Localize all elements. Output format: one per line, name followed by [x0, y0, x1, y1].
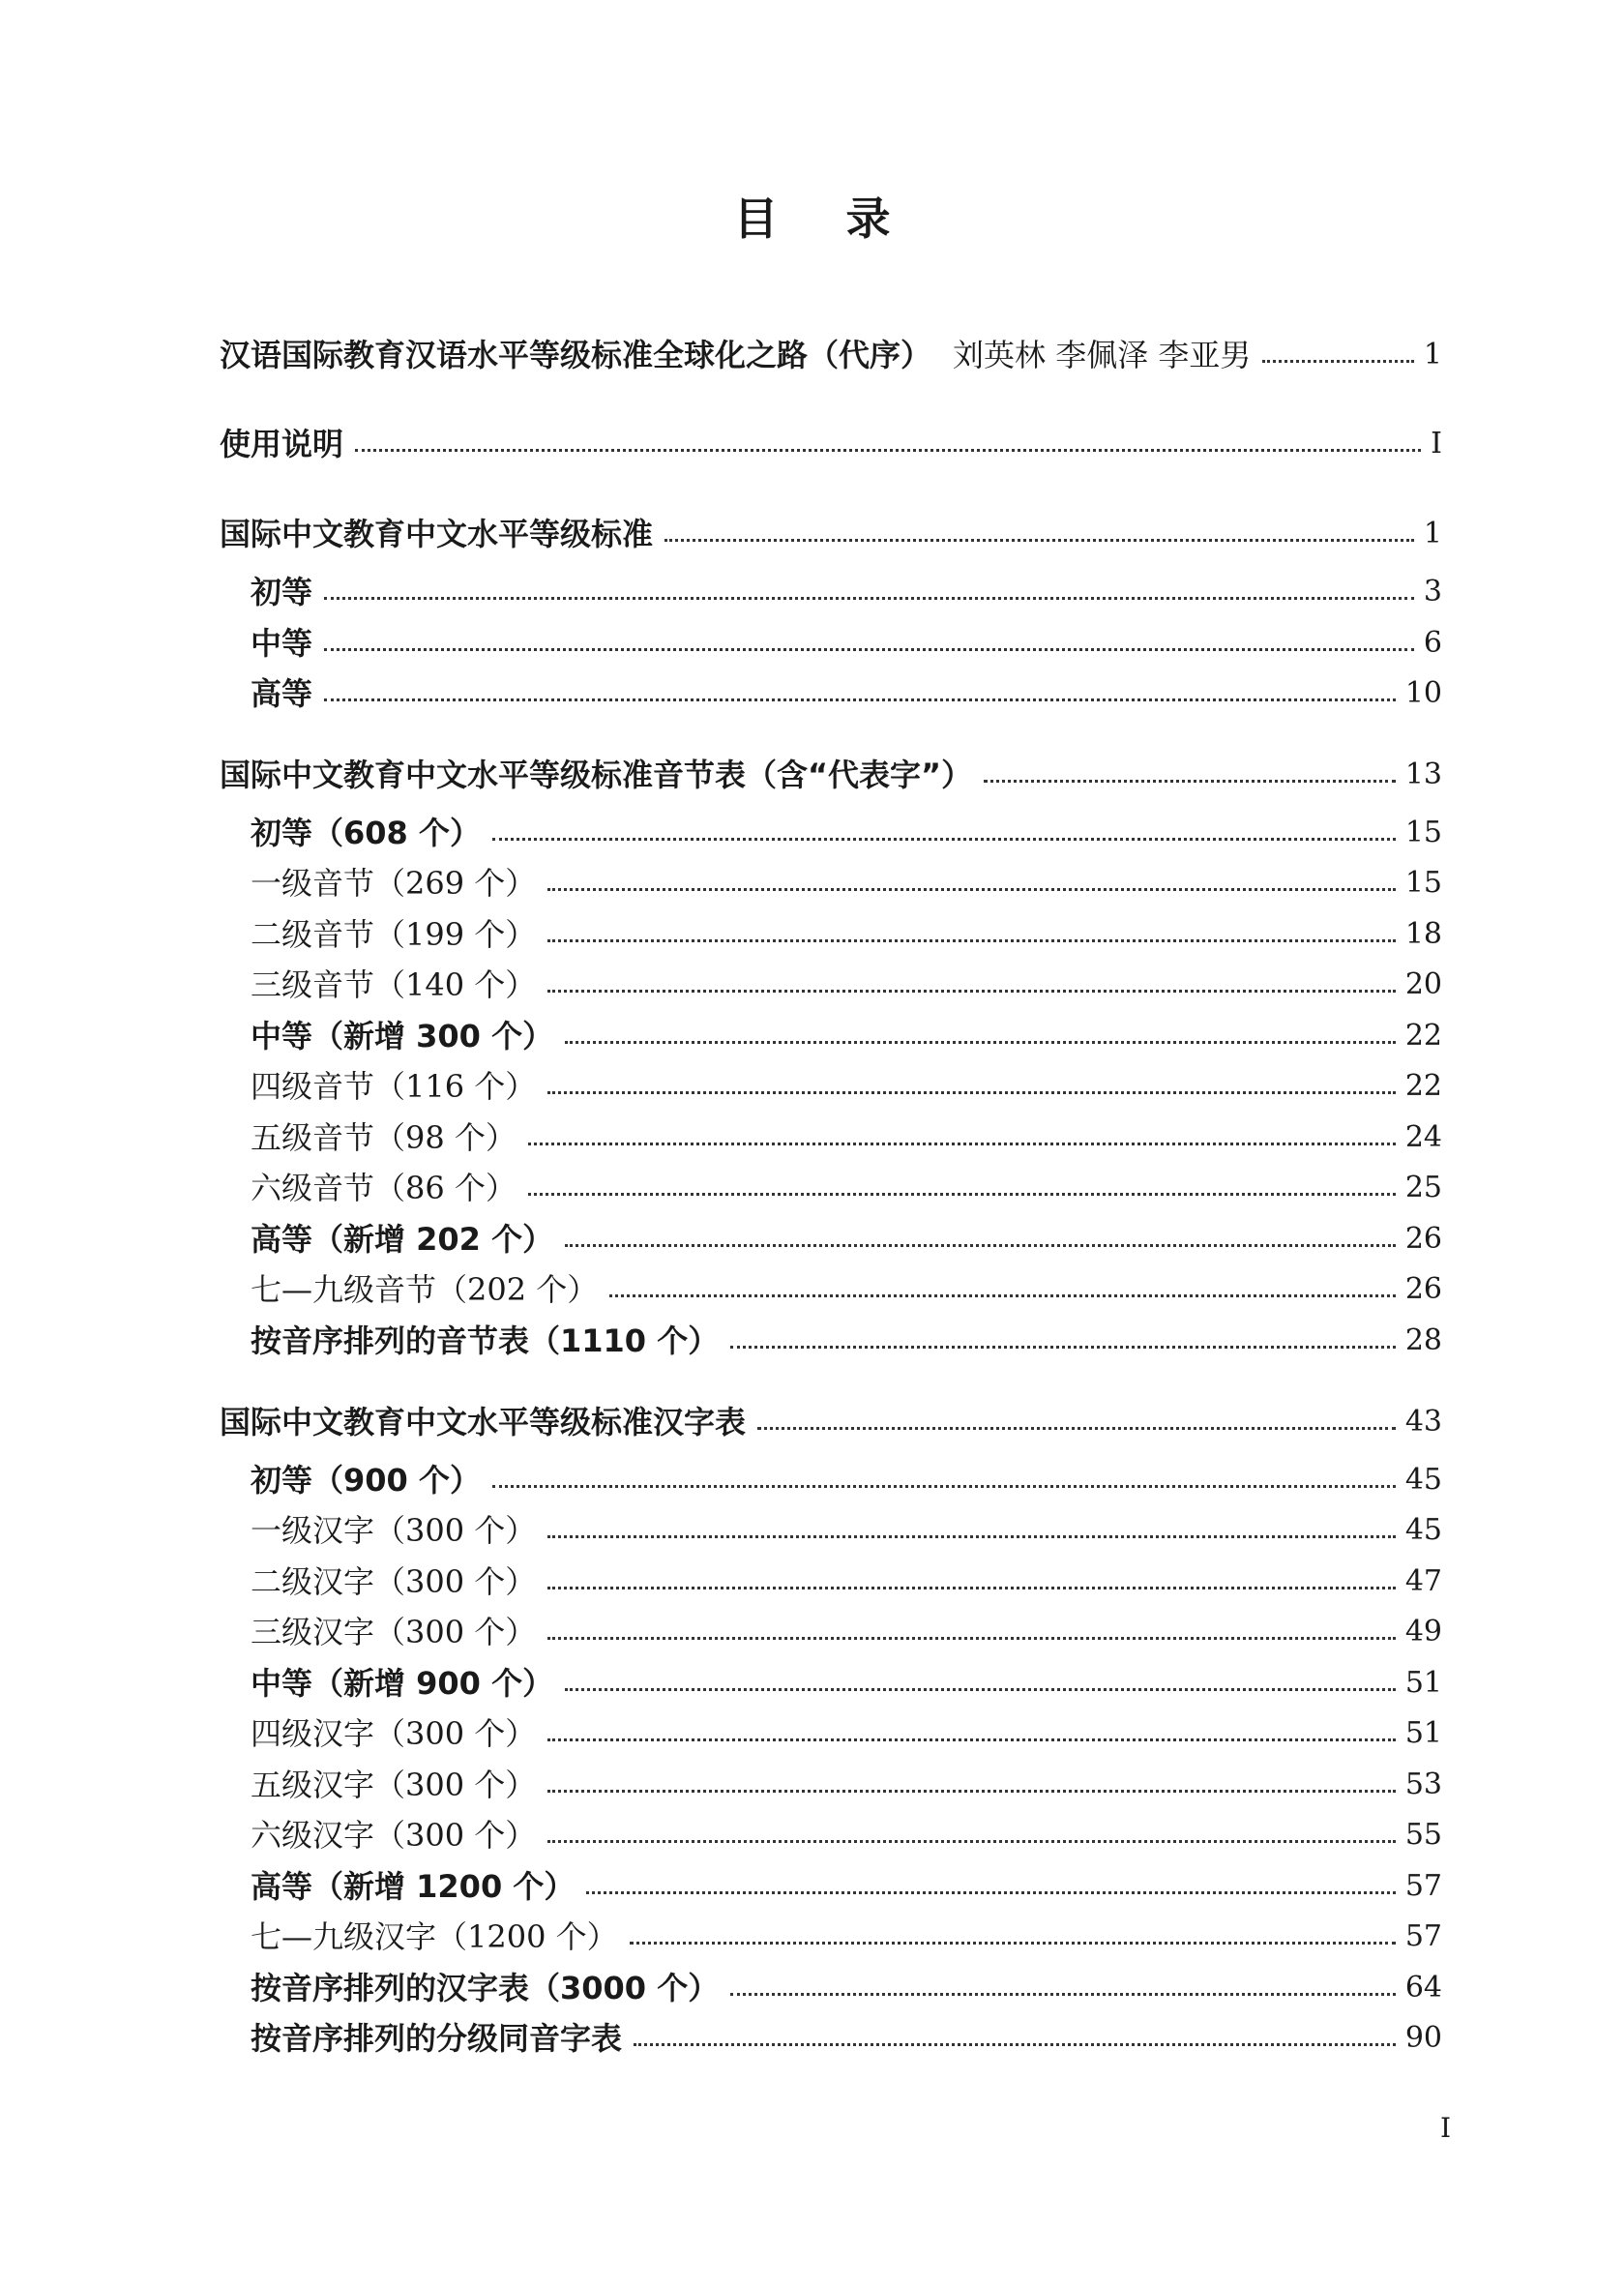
dot-leader [547, 1790, 1396, 1793]
toc-entry[interactable] [220, 1399, 1442, 1445]
toc-entry-title: 七—九级汉字（1200 个） [251, 1918, 618, 1955]
toc-entry-title: 六级汉字（300 个） [251, 1817, 537, 1854]
toc-entry-page-number: 55 [1404, 1818, 1442, 1852]
toc-entry[interactable] [251, 1318, 1442, 1364]
toc-entry[interactable] [251, 2015, 1442, 2062]
dot-leader [324, 698, 1396, 701]
toc-entry-title: 国际中文教育中文水平等级标准音节表（含“代表字”） [220, 757, 973, 793]
page-title [0, 190, 1624, 248]
toc-entry[interactable] [220, 421, 1442, 467]
toc-entry-title: 四级音节（116 个） [251, 1068, 537, 1105]
dot-leader [355, 449, 1421, 452]
toc-entry-page-number: 22 [1404, 1019, 1442, 1053]
toc-entry-page-number: 24 [1404, 1120, 1442, 1154]
toc-entry[interactable] [251, 1165, 1442, 1211]
toc-entry-title: 二级汉字（300 个） [251, 1563, 537, 1600]
toc-entry-page-number: 18 [1404, 917, 1442, 951]
toc-entry-title: 六级音节（86 个） [251, 1170, 517, 1206]
toc-entry-page-number: 15 [1404, 816, 1442, 849]
toc-entry-page-number: 26 [1404, 1272, 1442, 1306]
toc-entry-title: 一级汉字（300 个） [251, 1512, 537, 1549]
toc-entry-page-number: 57 [1404, 1869, 1442, 1903]
toc-entry-page-number: I [1431, 427, 1442, 460]
toc-entry-title: 三级汉字（300 个） [251, 1614, 537, 1650]
toc-entry-page-number: 51 [1404, 1716, 1442, 1750]
dot-leader [730, 1346, 1396, 1349]
toc-entry[interactable] [251, 1013, 1442, 1059]
toc-entry-title: 五级音节（98 个） [251, 1119, 517, 1156]
dot-leader [630, 1942, 1396, 1945]
dot-leader [547, 1840, 1396, 1843]
toc-entry[interactable] [251, 1266, 1442, 1313]
toc-entry[interactable] [251, 1762, 1442, 1808]
dot-leader [984, 780, 1396, 783]
toc-entry[interactable] [251, 1559, 1442, 1605]
toc-entry-page-number: 6 [1423, 626, 1442, 660]
toc-entry-title: 高等（新增 202 个） [251, 1221, 554, 1258]
toc-entry-page-number: 13 [1404, 757, 1442, 791]
toc-entry-title: 中等（新增 300 个） [251, 1018, 554, 1054]
toc-entry-page-number: 90 [1404, 2021, 1442, 2055]
dot-leader [664, 539, 1414, 542]
dot-leader [547, 1535, 1396, 1538]
title-char-2: 录 [845, 193, 891, 245]
toc-entry-title: 中等 [251, 625, 313, 662]
page-number: I [1439, 2112, 1451, 2144]
toc-entry[interactable] [251, 620, 1442, 667]
toc-entry-page-number: 45 [1404, 1463, 1442, 1497]
dot-leader [547, 939, 1396, 942]
toc-entry-page-number: 53 [1404, 1767, 1442, 1801]
toc-entry[interactable] [251, 1710, 1442, 1757]
title-char-1: 目 [733, 193, 779, 245]
dot-leader [547, 1587, 1396, 1589]
dot-leader [492, 1485, 1396, 1488]
toc-entry-title: 国际中文教育中文水平等级标准 [220, 516, 654, 552]
dot-leader [547, 1738, 1396, 1741]
toc-entry-page-number: 20 [1404, 967, 1442, 1001]
toc-entry-page-number: 10 [1404, 676, 1442, 710]
toc-entry-title: 一级音节（269 个） [251, 865, 537, 902]
toc-entry-page-number: 45 [1404, 1513, 1442, 1547]
dot-leader [730, 1993, 1396, 1996]
toc-entry[interactable] [251, 1216, 1442, 1262]
toc-entry-title: 按音序排列的音节表（1110 个） [251, 1322, 720, 1359]
dot-leader [547, 1637, 1396, 1640]
toc-entry[interactable] [251, 962, 1442, 1008]
toc-entry-title: 按音序排列的汉字表（3000 个） [251, 1970, 720, 2006]
toc-entry-title: 七—九级音节（202 个） [251, 1271, 599, 1308]
toc-entry-page-number: 49 [1404, 1615, 1442, 1648]
dot-leader [547, 990, 1396, 993]
toc-entry-page-number: 26 [1404, 1222, 1442, 1256]
dot-leader [324, 648, 1414, 651]
dot-leader [586, 1891, 1395, 1894]
toc-entry-title: 五级汉字（300 个） [251, 1767, 537, 1803]
dot-leader [324, 597, 1414, 600]
dot-leader [547, 888, 1396, 891]
toc-entry-page-number: 57 [1404, 1919, 1442, 1953]
toc-entry[interactable] [251, 1863, 1442, 1910]
toc-entry-title: 按音序排列的分级同音字表 [251, 2020, 623, 2057]
toc-entry[interactable] [251, 1457, 1442, 1503]
toc-entry-title: 初等 [251, 574, 313, 610]
toc-entry[interactable] [251, 1507, 1442, 1554]
dot-leader [547, 1091, 1396, 1094]
dot-leader [609, 1294, 1396, 1297]
dot-leader [565, 1244, 1396, 1247]
toc-entry[interactable] [251, 911, 1442, 958]
toc-entry-page-number: 1 [1423, 517, 1442, 550]
toc-entry-title: 二级音节（199 个） [251, 916, 537, 953]
toc-entry[interactable] [251, 1063, 1442, 1110]
toc-entry-title: 高等 [251, 675, 313, 712]
dot-leader [492, 838, 1396, 841]
dot-leader [565, 1041, 1396, 1044]
toc-entry[interactable] [220, 752, 1442, 798]
toc-entry-title: 汉语国际教育汉语水平等级标准全球化之路（代序） [220, 337, 932, 373]
dot-leader [528, 1143, 1396, 1145]
toc-entry-page-number: 64 [1404, 1971, 1442, 2005]
toc-entry-title: 国际中文教育中文水平等级标准汉字表 [220, 1404, 747, 1441]
toc-entry[interactable] [251, 1965, 1442, 2011]
toc-entry-title: 初等（900 个） [251, 1462, 481, 1499]
toc-entry[interactable] [251, 1660, 1442, 1707]
toc-entry-title: 初等（608 个） [251, 815, 481, 851]
toc-entry-page-number: 43 [1404, 1405, 1442, 1439]
dot-leader [565, 1688, 1396, 1691]
toc-entry-page-number: 22 [1404, 1069, 1442, 1103]
toc-entry[interactable] [220, 332, 1442, 378]
toc-entry[interactable] [251, 1609, 1442, 1655]
toc-entry-page-number: 15 [1404, 866, 1442, 900]
toc-entry-title: 三级音节（140 个） [251, 966, 537, 1003]
toc-entry-title: 高等（新增 1200 个） [251, 1868, 576, 1905]
toc-entry[interactable] [251, 1914, 1442, 1960]
dot-leader [757, 1427, 1396, 1430]
toc-entry[interactable] [220, 511, 1442, 557]
toc-entry-page-number: 51 [1404, 1666, 1442, 1700]
toc-entry[interactable] [251, 569, 1442, 615]
toc-entry[interactable] [251, 1114, 1442, 1161]
toc-entry-page-number: 47 [1404, 1564, 1442, 1598]
toc-entry-title: 中等（新增 900 个） [251, 1665, 554, 1702]
toc-entry-page-number: 25 [1404, 1171, 1442, 1204]
dot-leader [528, 1193, 1396, 1196]
toc-entry[interactable] [251, 670, 1442, 717]
toc-entry-title: 四级汉字（300 个） [251, 1715, 537, 1752]
toc-entry-page-number: 28 [1404, 1323, 1442, 1357]
toc-entry-authors: 刘英林 李佩泽 李亚男 [953, 337, 1252, 373]
toc-entry-page-number: 3 [1423, 575, 1442, 609]
dot-leader [634, 2043, 1396, 2046]
toc-entry[interactable] [251, 810, 1442, 856]
dot-leader [1262, 360, 1414, 363]
toc-entry-title: 使用说明 [220, 426, 344, 462]
toc-entry[interactable] [251, 1812, 1442, 1858]
toc-entry[interactable] [251, 860, 1442, 906]
toc-entry-page-number: 1 [1423, 338, 1442, 371]
